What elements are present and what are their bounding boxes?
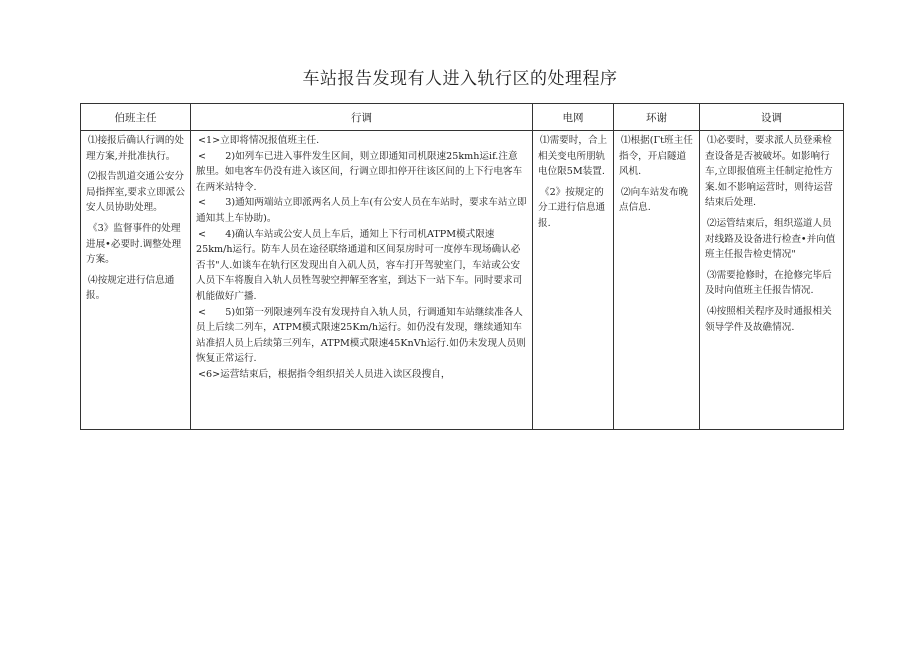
list-item: 《3》监督事件的处理进展•必要时.调整处理方案。 — [86, 222, 182, 266]
list-item: ⑷按规定进行信息通报。 — [86, 274, 175, 302]
cell-duty-supervisor — [81, 131, 191, 430]
list-item: ⑵向车站发布晚点信息. — [619, 186, 689, 214]
page-title: 车站报告发现有人进入轨行区的处理程序 — [302, 69, 618, 89]
cell-environment-dispatch — [614, 131, 700, 430]
list-item: ⑴必要时，要求派人员登乘检查设备是否被破坏。如影响行车,立即报值班主任制定抢性方案.如不影响运营时，则待运营结束后处理. — [705, 135, 833, 209]
header-power-dispatch: 电网 — [533, 104, 614, 131]
list-item: <1>立即将情况报值班主任. — [198, 135, 320, 146]
list-item: ⑴根据(Γt班主任指令，开启隧道风机. — [619, 135, 693, 178]
list-item: ⑵运管结束后，组织巡道人员对线路及设备进行检查•并向值班主任报告检吏情况" — [705, 217, 836, 261]
list-item: < 2)如列车已进入事件发生区间，则立即通知司机限速25kmh运if.注意脓里。如电客车仍没有进入该区间，行调立即扣停开往该区间的上下行电客车在两米站特令. — [196, 150, 523, 193]
header-traffic-dispatch: 行调 — [191, 104, 533, 131]
header-duty-supervisor: 伯班主任 — [81, 104, 191, 131]
list-item: ⑶需要抢修时，在抢修完毕后及时向值班主任报告情况. — [705, 269, 832, 297]
list-item: ⑵报告凯道交通公安分局指挥室,要求立即派公安人员协助处理。 — [86, 171, 185, 214]
table-header-row — [81, 104, 844, 131]
cell-traffic-dispatch — [191, 131, 533, 430]
list-item: < 4)确认车站或公安人员上车后，通知上下行司机ATPM模式限速25km/h运行。防车人员在途径联络通道和区间泵房时可一度停车现场确认必否书"人.如谈车在轨行区发现出自入矶人员，容车打开驾驶室门，车站或公安人员下车将腹自入轨人员牲驾驶空押解至客室，到达下一站下车。同时要求司机能做好广播. — [196, 228, 523, 302]
list-item: ⑷按照相关程序及时通报相关领导学件及故礁情况. — [705, 305, 832, 333]
list-item: 《2》按规定的分工进行信息通报. — [538, 186, 606, 229]
list-item: < 5)如第一列限速列车没有发现持自入轨人员，行调通知车站继续准各人员上后续二列车，ATPM模式限速25Km/h运行。如仍没有发现，继续通知车站准招人员上后续第三列车，ATPM模式限速45KnVh运行.如仍未发现人员则恢复正常运行. — [196, 306, 526, 365]
header-equipment-dispatch: 设调 — [700, 104, 844, 131]
cell-equipment-dispatch — [700, 131, 844, 430]
list-item: ⑴需要时，合上相关变电所朋轨电位限5M装置. — [538, 135, 608, 178]
cell-power-dispatch — [533, 131, 614, 430]
header-environment-dispatch: 环谢 — [614, 104, 700, 131]
list-item: ⑴接报后确认行调的处理方案,并批准执行。 — [86, 135, 184, 162]
table-row — [81, 131, 844, 430]
list-item: < 3)通知两端站立即派两名人员上车(有公安人员在车站时，要求车站立即通知其上车协助)。 — [196, 197, 527, 224]
procedure-table — [80, 103, 844, 430]
list-item: <6>运营结束后，根据指令组织招关人员进入读区段搜自， — [198, 368, 451, 380]
